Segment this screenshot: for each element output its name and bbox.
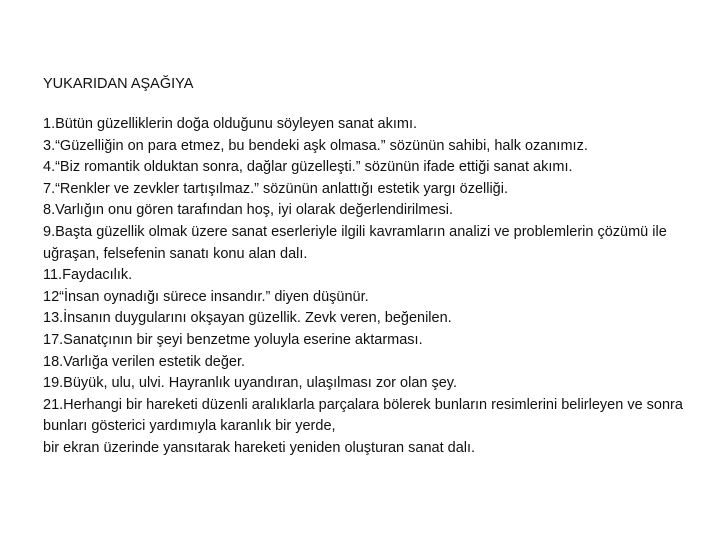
clue-item: 1.Bütün güzelliklerin doğa olduğunu söyleyen sanat akımı.	[43, 116, 418, 132]
clue-item: 11.Faydacılık.	[43, 267, 133, 284]
clue-item: 13.İnsanın duygularını okşayan güzellik. Zevk veren, beğenilen.	[43, 310, 452, 327]
document-page	[43, 74, 683, 460]
clue-item: 4.“Biz romantik olduktan sonra, dağlar güzelleşti.” sözünün ifade ettiği sanat akımı.	[43, 159, 573, 176]
clue-item-continuation: bir ekran üzerinde yansıtarak hareketi yeniden oluşturan sanat dalı.	[43, 439, 476, 456]
clue-item: 7.“Renkler ve zevkler tartışılmaz.” sözünün anlattığı estetik yargı özelliği.	[43, 180, 508, 197]
clue-list	[43, 114, 683, 460]
section-heading: YUKARIDAN AŞAĞIYA	[43, 76, 194, 92]
clue-item: 3.“Güzelliğin on para etmez, bu bendeki aşk olmasa.” sözünün sahibi, halk ozanımız.	[43, 137, 588, 154]
clue-item: 21.Herhangi bir hareketi düzenli aralıklarla parçalara bölerek bunların resimlerini belirleyen ve sonra bunları gösterici yardımıyla karanlık bir yerde,	[43, 396, 683, 435]
clue-item: 12“İnsan oynadığı sürece insandır.” diyen düşünür.	[43, 288, 369, 305]
clue-item: 9.Başta güzellik olmak üzere sanat eserleriyle ilgili kavramların analizi ve problemlerin çözümü ile uğraşan, felsefenin sanatı konu alan dalı.	[43, 223, 667, 262]
clue-item: 17.Sanatçının bir şeyi benzetme yoluyla eserine aktarması.	[43, 331, 423, 348]
clue-item: 18.Varlığa verilen estetik değer.	[43, 353, 246, 370]
clue-item: 19.Büyük, ulu, ulvi. Hayranlık uyandıran, ulaşılması zor olan şey.	[43, 375, 457, 392]
clue-item: 8.Varlığın onu gören tarafından hoş, iyi olarak değerlendirilmesi.	[43, 202, 453, 219]
